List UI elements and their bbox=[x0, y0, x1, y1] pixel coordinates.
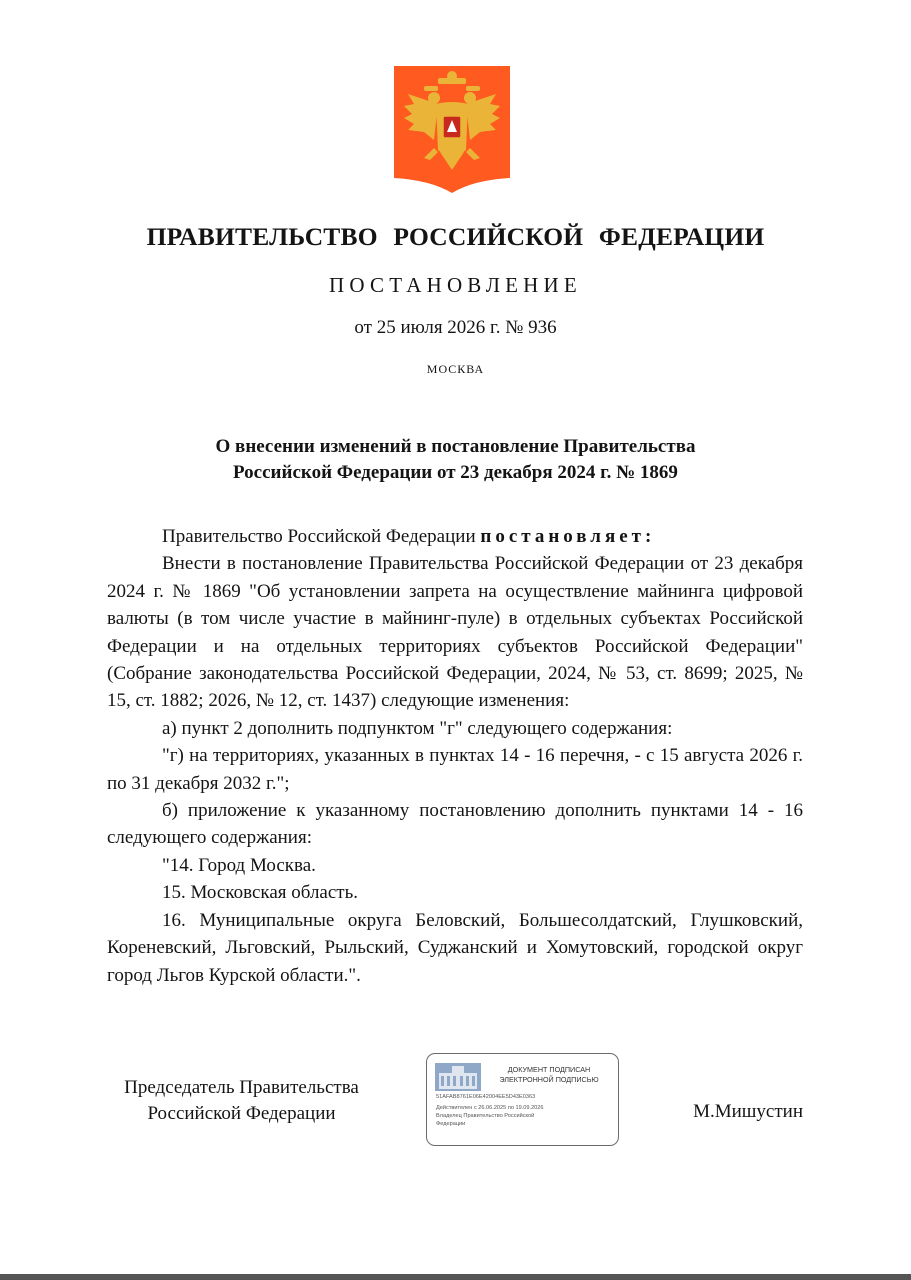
subject-line-1: О внесении изменений в постановление Правительства bbox=[215, 436, 696, 457]
document-type: ПОСТАНОВЛЕНИЕ bbox=[329, 273, 582, 297]
stamp-validity: Действителен с 26.06.2025 по 19.09.2026 bbox=[436, 1105, 544, 1111]
point-14: "14. Город Москва. bbox=[162, 854, 316, 876]
stamp-title-line-2: ЭЛЕКТРОННОЙ ПОДПИСЬЮ bbox=[499, 1075, 599, 1084]
decree-word: постановляет: bbox=[480, 526, 656, 547]
state-emblem-icon bbox=[394, 66, 510, 194]
document-city: МОСКВА bbox=[426, 362, 485, 376]
stamp-owner-line-1: Владелец Правительство Российской bbox=[436, 1113, 535, 1119]
page-bottom-edge bbox=[0, 1274, 911, 1280]
intro-paragraph: Внести в постановление Правительства Российской Федерации от 23 декабря 2024 г. № 1869 "Об установлении запрета на осуществление майнинга цифровой валюты (в том числе участие в майнинг-пуле) в отдельных субъектах Российской Федерации и на отдельных территориях субъектов Российской Федерации" (Собрание законодательства Российской Федерации, 2024, № 53, ст. 8699; 2025, № 15, ст. 1882; 2026, № 12, ст. 1437) следующие изменения: bbox=[107, 553, 803, 712]
item-a: а) пункт 2 дополнить подпунктом "г" следующего содержания: bbox=[162, 717, 673, 739]
stamp-title bbox=[483, 1065, 615, 1085]
point-15: 15. Московская область. bbox=[162, 882, 359, 904]
stamp-title-line-1: ДОКУМЕНТ ПОДПИСАН bbox=[507, 1065, 591, 1074]
signatory-position-line-1: Председатель Правительства bbox=[124, 1077, 359, 1098]
stamp-certificate: 51AFAB8761E06E42004EE5D43E0363 bbox=[436, 1094, 536, 1100]
item-b: б) приложение к указанному постановлению дополнить пунктами 14 - 16 следующего содержания: bbox=[107, 800, 803, 849]
decree-paragraph bbox=[107, 523, 803, 550]
stamp-owner-line-2: Федерации bbox=[436, 1121, 466, 1127]
point-16: 16. Муниципальные округа Беловский, Большесолдатский, Глушковский, Кореневский, Льговский, Рыльский, Суджанский и Хомутовский, городской округ город Льгов Курской области.". bbox=[107, 909, 803, 986]
decree-prefix: Правительство Российской Федерации bbox=[162, 526, 481, 547]
government-building-icon bbox=[435, 1063, 481, 1091]
document-date-number: от 25 июля 2026 г. № 936 bbox=[354, 317, 557, 338]
signatory-name: М.Мишустин bbox=[693, 1101, 803, 1122]
government-title: ПРАВИТЕЛЬСТВО РОССИЙСКОЙ ФЕДЕРАЦИИ bbox=[146, 222, 765, 251]
electronic-signature-stamp bbox=[426, 1053, 619, 1146]
document-body bbox=[107, 523, 803, 989]
signatory-position bbox=[100, 1075, 383, 1127]
item-a-text: "г) на территориях, указанных в пунктах 14 - 16 перечня, - с 15 августа 2026 г. по 31 декабря 2032 г."; bbox=[107, 745, 803, 794]
document-subject bbox=[0, 434, 911, 486]
signatory-position-line-2: Российской Федерации bbox=[147, 1103, 336, 1124]
subject-line-2: Российской Федерации от 23 декабря 2024 г. № 1869 bbox=[233, 462, 678, 483]
